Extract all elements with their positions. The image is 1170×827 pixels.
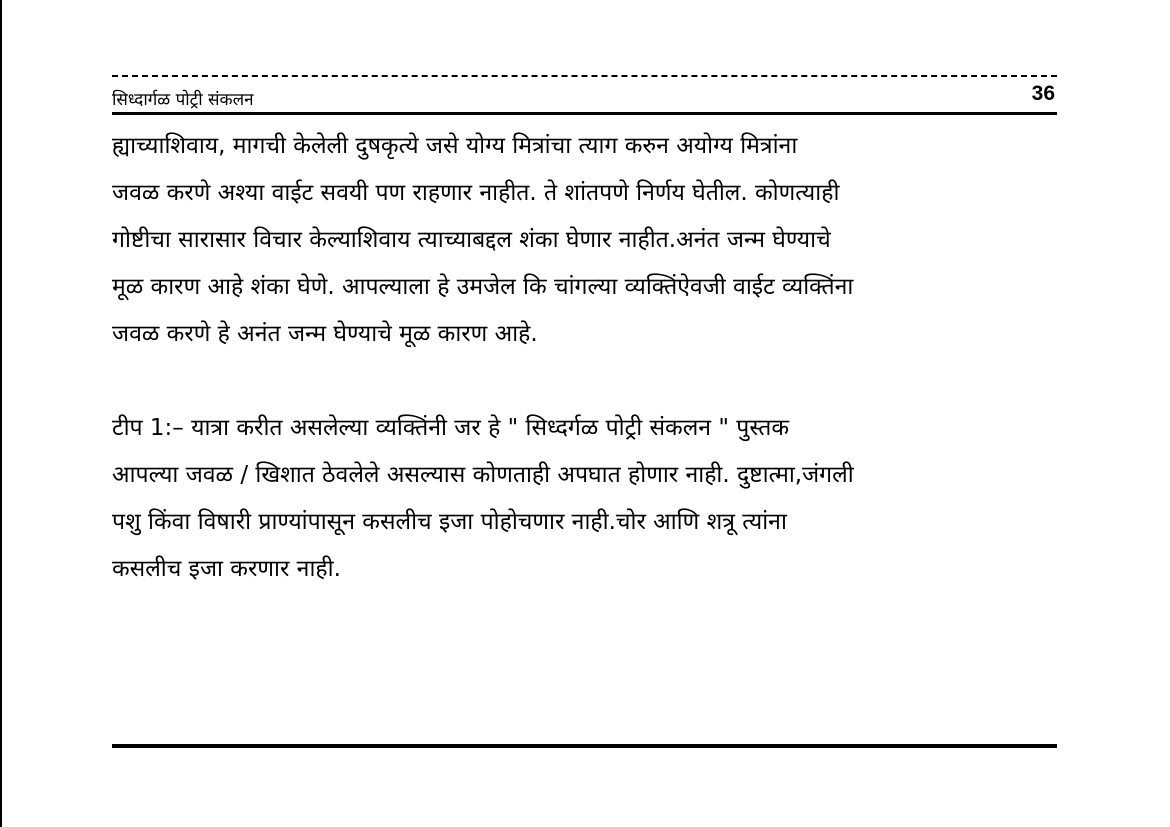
paragraph-line: मूळ कारण आहे शंका घेणे. आपल्याला हे उमजेल कि चांगल्या व्यक्तिंऐवजी वाईट व्यक्तिंना	[112, 274, 854, 300]
paragraph-line: ह्याच्याशिवाय, मागची केलेली दुषकृत्ये जसे योग्य मित्रांचा त्याग करुन अयोग्य मित्रांना	[112, 133, 798, 159]
page-number: 36	[1031, 82, 1055, 105]
paragraph-line: जवळ करणे अश्या वाईट सवयी पण राहणार नाहीत. ते शांतपणे निर्णय घेतील. कोणत्याही	[112, 180, 840, 206]
paragraph-main	[112, 123, 1057, 358]
paragraph-note	[112, 405, 1057, 593]
book-title: सिध्दार्गळ पोट्री संकलन	[112, 90, 254, 110]
page-content	[112, 123, 1057, 593]
paragraph-gap	[112, 358, 1057, 405]
note-line: पशु किंवा विषारी प्राण्यांपासून कसलीच इजा पोहोचणार नाही.चोर आणि शत्रू त्यांना	[112, 509, 787, 535]
note-line: टीप 1:– यात्रा करीत असलेल्या व्यक्तिंनी जर हे " सिध्दर्गळ पोट्री संकलन " पुस्तक	[112, 415, 790, 441]
paragraph-line: जवळ करणे हे अनंत जन्म घेण्याचे मूळ कारण आहे.	[112, 321, 538, 347]
header-dashed-rule	[112, 75, 1057, 77]
note-line: आपल्या जवळ / खिशात ठेवलेले असल्यास कोणताही अपघात होणार नाही. दुष्टात्मा,जंगली	[112, 462, 854, 488]
paragraph-line: गोष्टीचा सारासार विचार केल्याशिवाय त्याच्याबद्दल शंका घेणार नाहीत.अनंत जन्म घेण्याचे	[112, 227, 831, 253]
note-line: कसलीच इजा करणार नाही.	[112, 556, 341, 582]
page-left-edge	[0, 0, 2, 827]
footer-rule	[112, 744, 1057, 748]
header-rule	[112, 112, 1057, 115]
page-header	[112, 82, 1057, 112]
